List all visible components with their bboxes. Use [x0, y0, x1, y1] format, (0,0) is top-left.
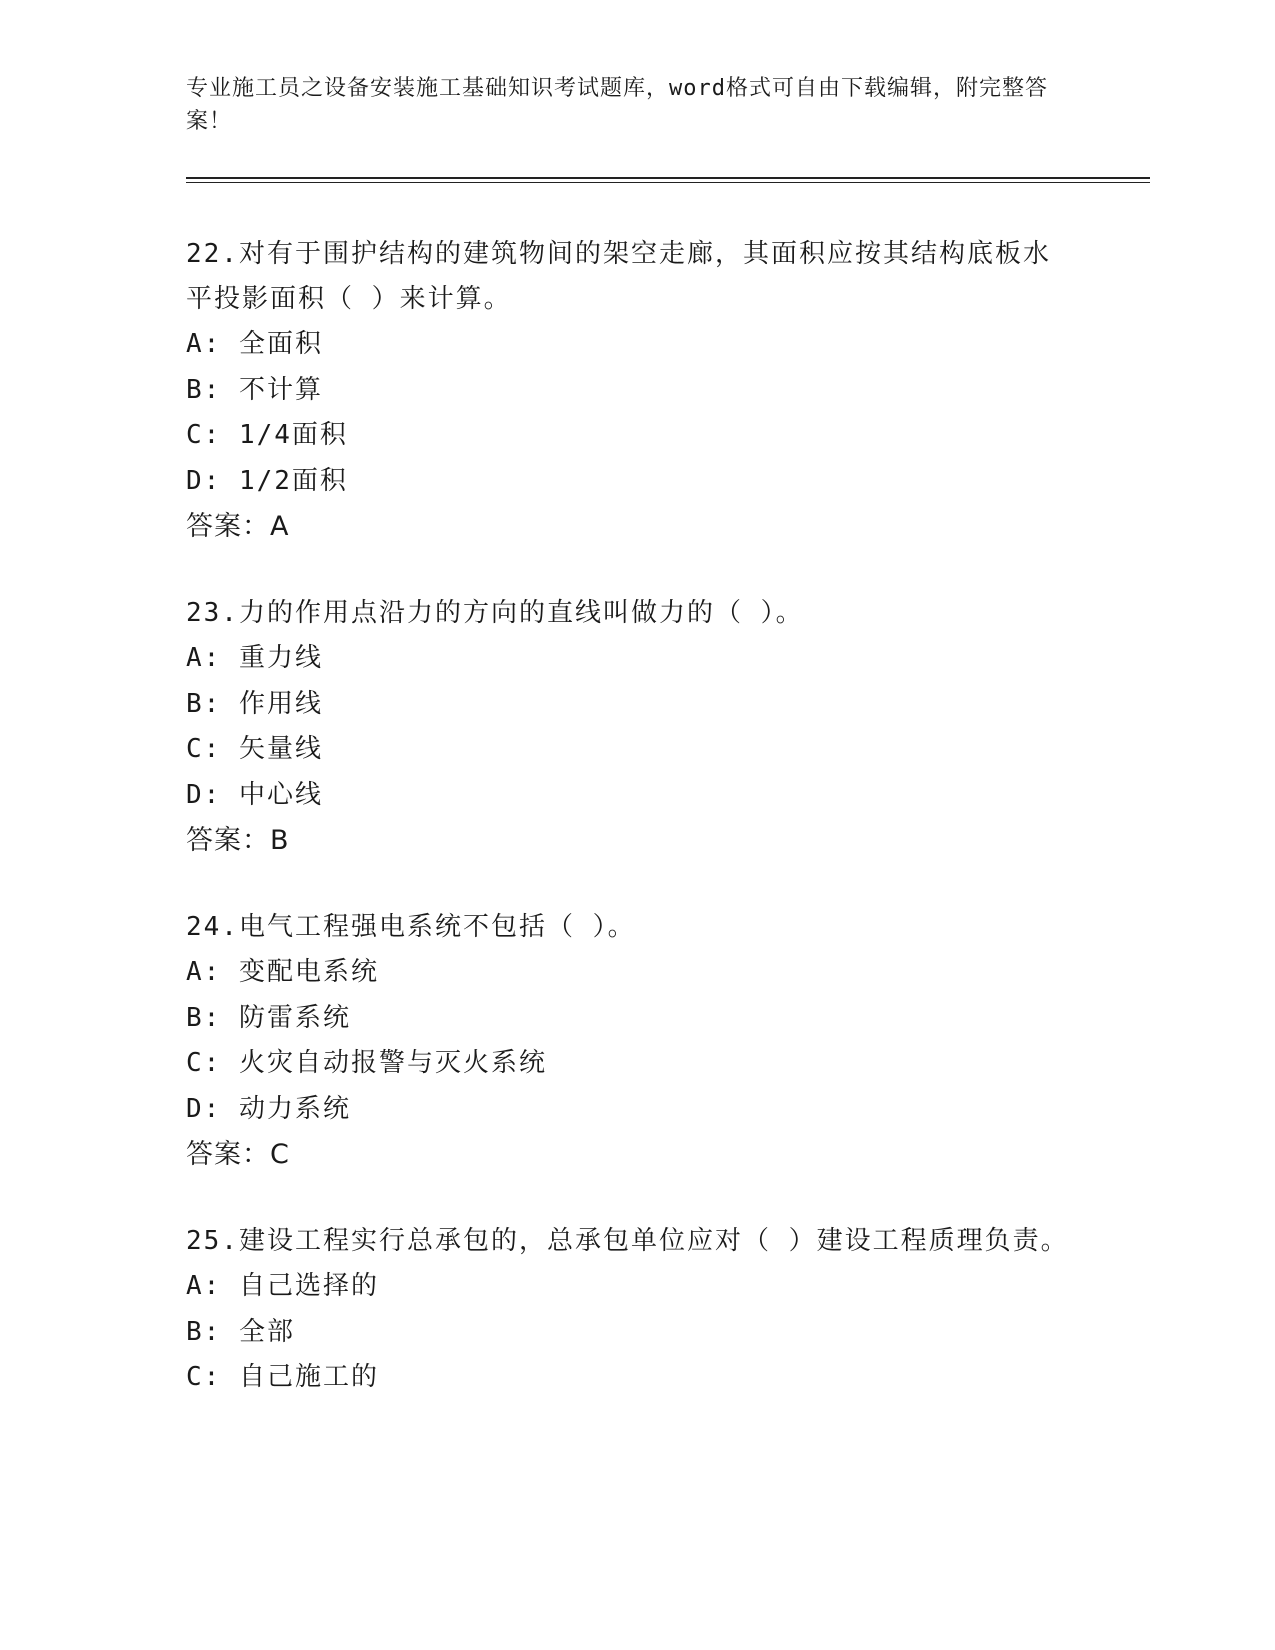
question-stem: 25.建设工程实行总承包的，总承包单位应对（ ）建设工程质理负责。	[186, 1226, 1069, 1256]
question-25	[186, 1219, 1076, 1401]
question-list	[186, 232, 1076, 1443]
option-b: B: 作用线	[186, 688, 323, 719]
question-stem: 23.力的作用点沿力的方向的直线叫做力的（ ）。	[186, 598, 804, 628]
option-b: B: 防雷系统	[186, 1002, 351, 1033]
question-stem: 22.对有于围护结构的建筑物间的架空走廊，其面积应按其结构底板水平投影面积（ ）来计算。	[186, 239, 1051, 314]
answer-line: 答案：B	[186, 825, 290, 856]
question-23	[186, 591, 1076, 863]
question-24	[186, 905, 1076, 1177]
option-a: A: 重力线	[186, 643, 323, 673]
question-22	[186, 232, 1076, 549]
option-c: C: 自己施工的	[186, 1362, 379, 1392]
option-b: B: 全部	[186, 1316, 295, 1347]
option-a: A: 自己选择的	[186, 1271, 379, 1301]
option-c: C: 火灾自动报警与灭火系统	[186, 1048, 547, 1078]
option-b: B: 不计算	[186, 374, 323, 405]
answer-line: 答案：A	[186, 511, 290, 542]
header-divider-thick	[186, 177, 1150, 179]
answer-line: 答案：C	[186, 1139, 290, 1170]
option-d: D: 动力系统	[186, 1093, 351, 1124]
document-header: 专业施工员之设备安装施工基础知识考试题库，word格式可自由下载编辑，附完整答案！	[186, 76, 1048, 134]
option-c: C: 1/4面积	[186, 420, 348, 450]
option-d: D: 1/2面积	[186, 465, 348, 496]
option-d: D: 中心线	[186, 779, 323, 810]
option-a: A: 全面积	[186, 329, 323, 359]
header-divider-thin	[186, 182, 1150, 183]
question-stem: 24.电气工程强电系统不包括（ ）。	[186, 912, 636, 942]
option-c: C: 矢量线	[186, 734, 323, 764]
option-a: A: 变配电系统	[186, 957, 379, 987]
